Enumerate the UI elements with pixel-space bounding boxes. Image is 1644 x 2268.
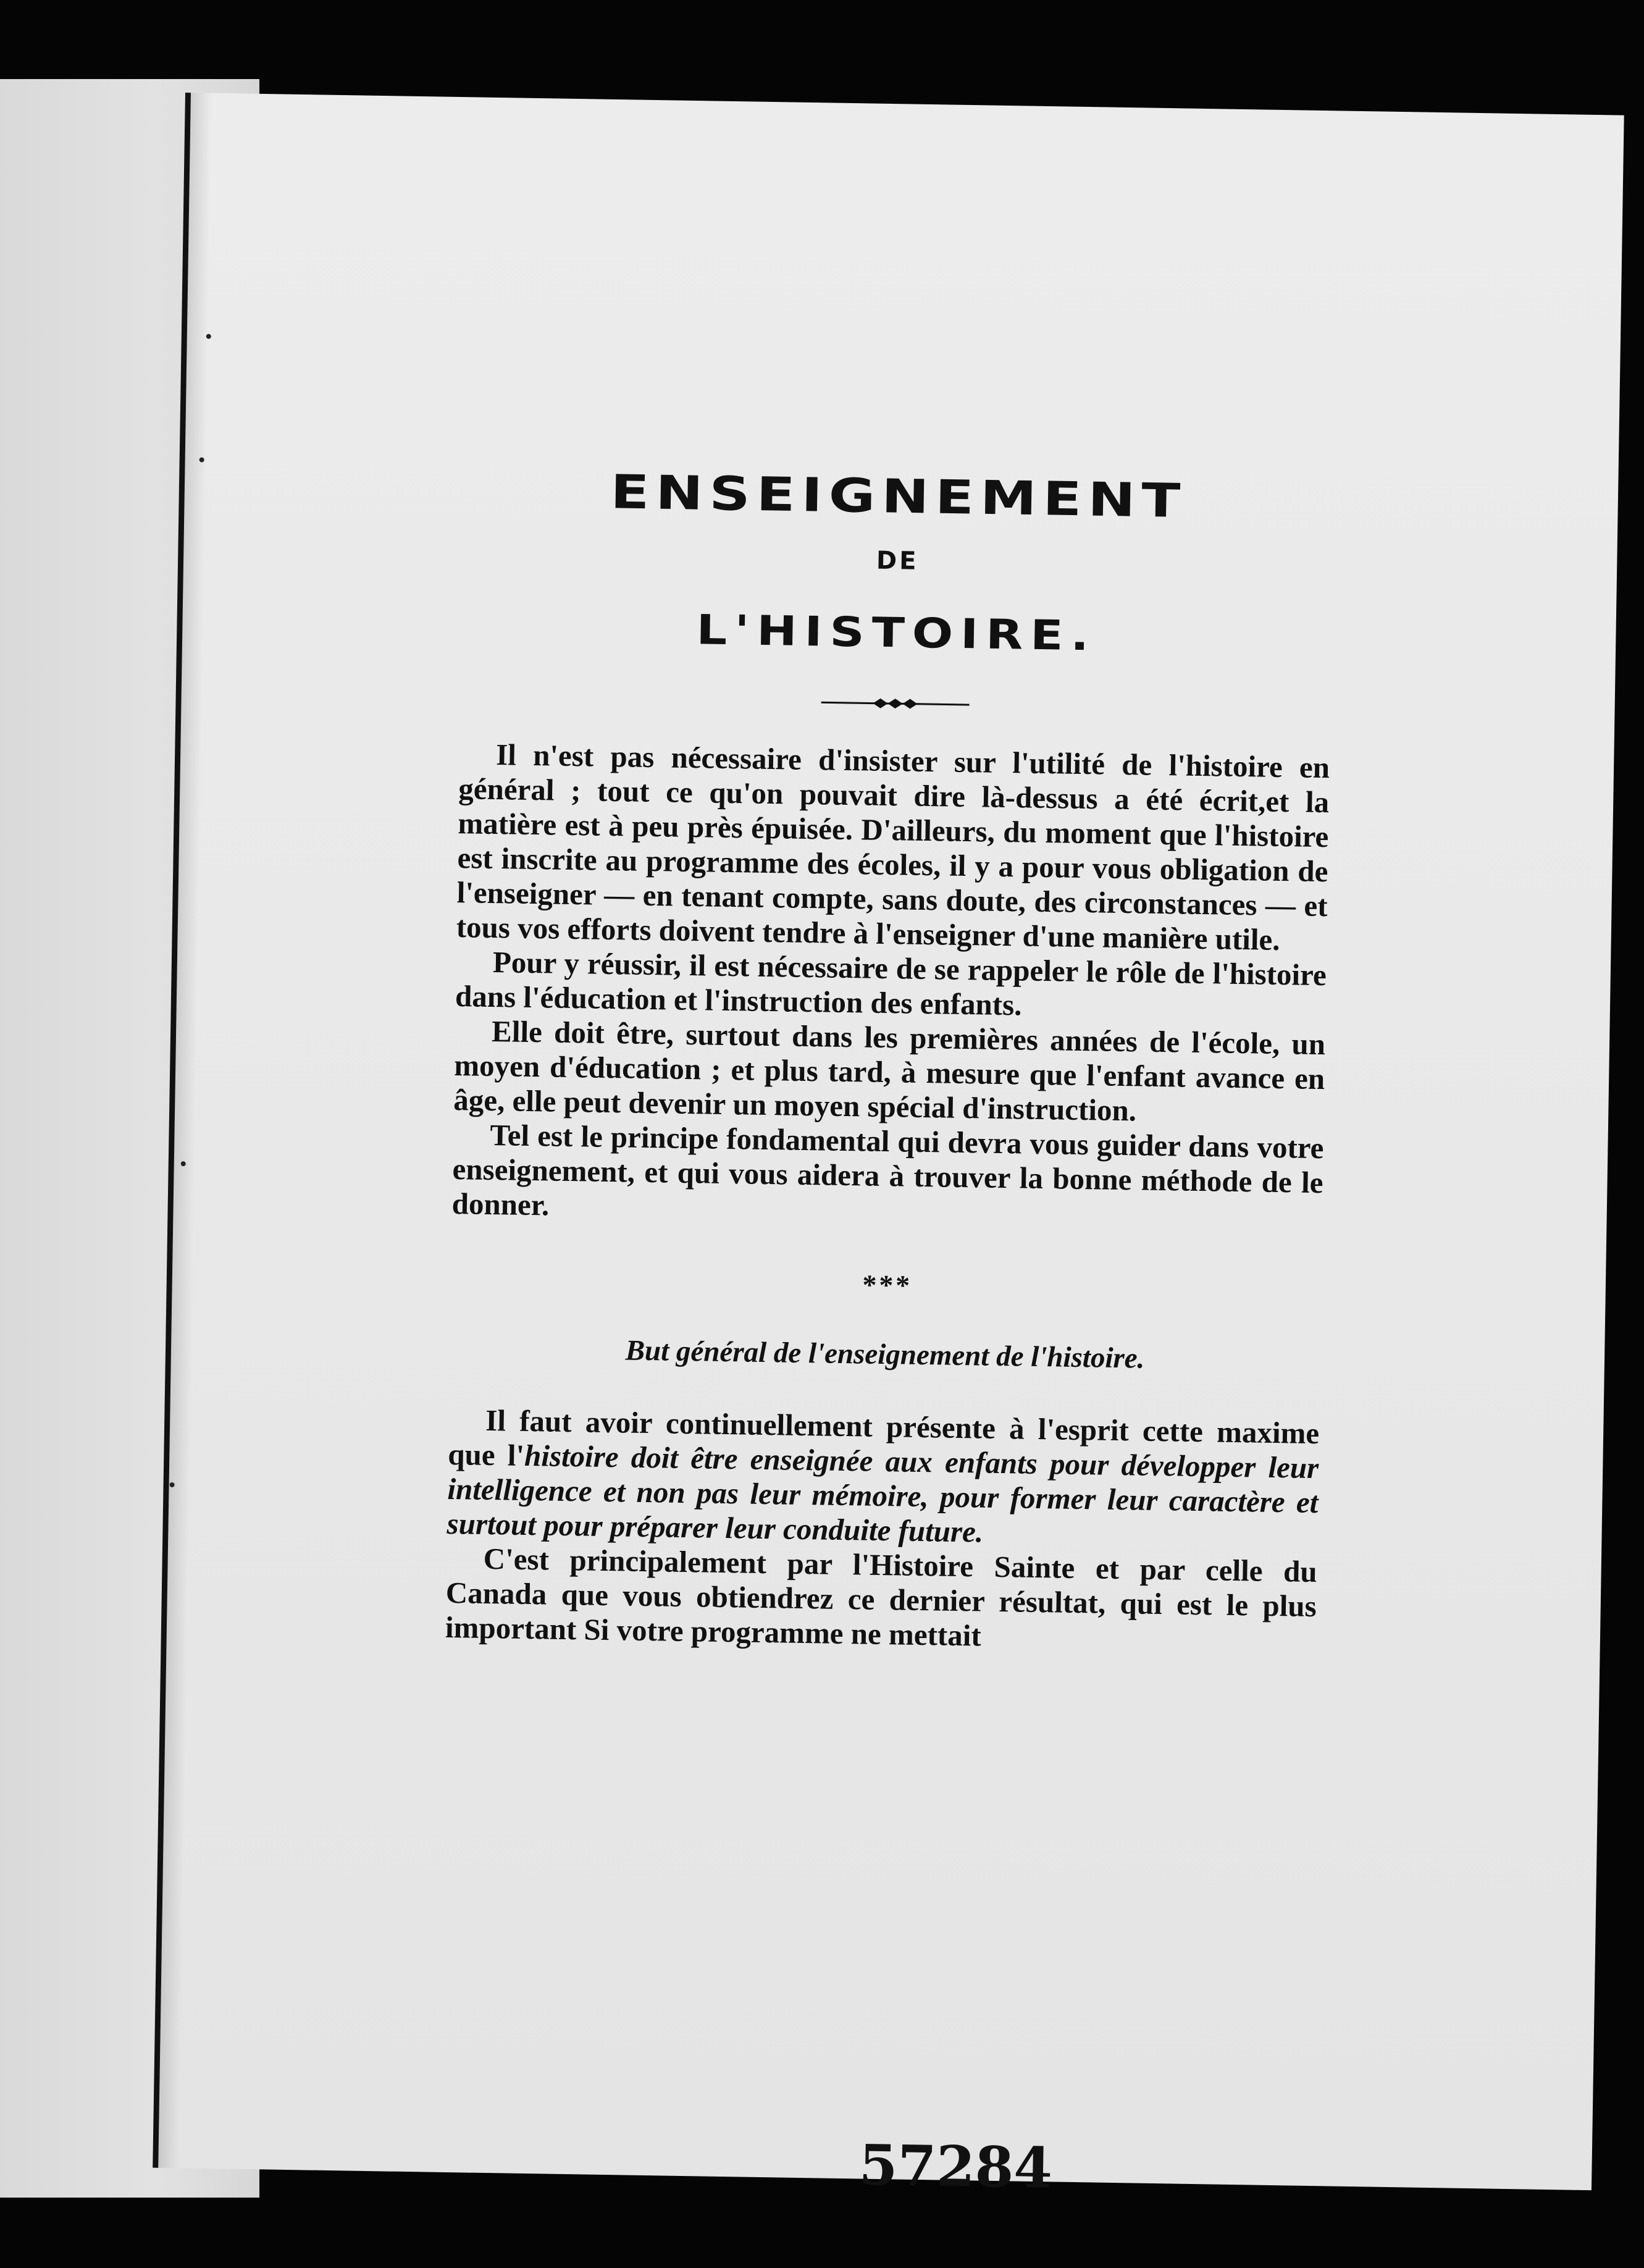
intro-text <box>451 737 1330 1235</box>
document-page <box>153 93 1624 2201</box>
paragraph: Pour y réussir, il est nécessaire de se rappeler le rôle de l'histoire dans l'éducation et l'instruction des enfants. <box>455 944 1327 1022</box>
paragraph-start: Il faut avoir continuellement présente à l'esprit cette maxime que l' <box>447 1403 1320 1472</box>
print-speck <box>170 1482 175 1487</box>
paragraph <box>447 1403 1319 1555</box>
section-heading: But général de l'enseignement de l'histoire. <box>625 1334 1145 1375</box>
paragraph: Il n'est pas nécessaire d'insister sur l'utilité de l'histoire en général ; tout ce qu'on pouvait dire là-dessus a été écrit,et la matière est à peu près épuisée. D'ailleurs, du moment que l'histoire est inscrite au programme des écoles, il y a pour vous obligation de l'enseigner — en tenant compte, sans doute, des circonstances — et tous vos efforts doivent tendre à l'enseigner d'une manière utile. <box>456 737 1330 957</box>
section-text <box>445 1403 1320 1658</box>
page-title: ENSEIGNEMENT <box>610 464 1187 529</box>
paragraph: Elle doit être, surtout dans les premières années de l'école, un moyen d'éducation ; et plus tard, à mesure que l'enfant avance en âge, elle peut devenir un moyen spécial d'instruction. <box>453 1014 1326 1128</box>
page-title-connector: DE <box>876 546 919 576</box>
paragraph: Tel est le principe fondamental qui devra vous guider dans votre enseignement, et qui vous aidera à trouver la bonne méthode de le donner. <box>451 1117 1324 1222</box>
section-separator: * * * <box>862 1269 910 1301</box>
print-speck <box>181 1161 186 1166</box>
italic-maxim: histoire doit être enseignée aux enfants pour développer leur intelligence et non pas leur mémoire, pour former leur caractère et surtout pour préparer leur conduite future. <box>447 1438 1319 1549</box>
print-speck <box>206 334 211 339</box>
print-speck <box>199 457 204 462</box>
paragraph: C'est principalement par l'Histoire Sainte et par celle du Canada que vous obtiendrez ce dernier résultat, qui est le plus important Si votre programme ne mettait <box>445 1541 1318 1653</box>
rule-with-diamonds-ornament-icon <box>821 694 969 713</box>
page-subtitle: L'HISTOIRE. <box>696 606 1097 660</box>
catalog-number: 57284 <box>858 2132 1053 2201</box>
document-body <box>445 461 1335 1658</box>
